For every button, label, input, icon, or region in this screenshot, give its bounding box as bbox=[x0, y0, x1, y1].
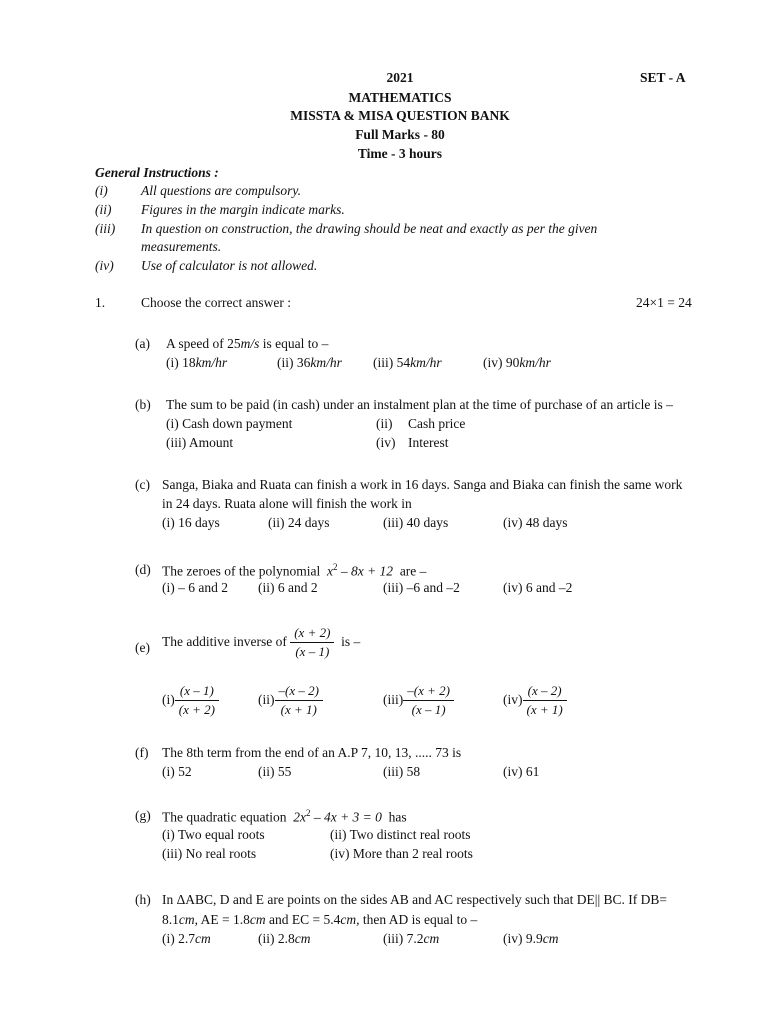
subquestion-label: (d) bbox=[135, 562, 151, 577]
fraction: $\frac{(x + 2)}{(x - 1)}$ bbox=[290, 624, 334, 661]
option-num: (ii) bbox=[376, 416, 393, 431]
set-label: SET - A bbox=[640, 70, 686, 85]
option-num: (iv) bbox=[376, 435, 396, 450]
exam-year: 2021 bbox=[386, 70, 414, 85]
subquestion-stem: The sum to be paid (in cash) under an instalment plan at the time of purchase of an article is – bbox=[166, 397, 673, 412]
option: (iv) 90km/hr bbox=[483, 355, 551, 370]
subquestion-stem: The additive inverse of $\frac{(x + 2)}{(x - 1)}$ is – bbox=[162, 624, 361, 659]
fraction: $\frac{-(x + 2)}{(x - 1)}$ bbox=[403, 682, 454, 719]
option: (ii) 6 and 2 bbox=[258, 580, 318, 595]
subquestion-label: (g) bbox=[135, 808, 151, 823]
fraction: $\frac{(x - 2)}{(x + 1)}$ bbox=[523, 682, 567, 719]
subquestion-label: (b) bbox=[135, 397, 151, 412]
option: (iv) 9.9cm bbox=[503, 931, 559, 946]
instruction-text: In question on construction, the drawing should be neat and exactly as per the given bbox=[141, 221, 598, 236]
option: (iii) No real roots bbox=[162, 846, 257, 861]
option: (ii) 55 bbox=[258, 764, 292, 779]
option: (i) 18km/hr bbox=[166, 355, 228, 370]
option: (i) – 6 and 2 bbox=[162, 580, 228, 595]
option: (iv) $\frac{(x - 2)}{(x + 1)}$ bbox=[503, 678, 567, 722]
option: (i) 2.7cm bbox=[162, 931, 211, 946]
subquestion-label: (e) bbox=[135, 640, 150, 655]
subquestion-label: (c) bbox=[135, 477, 150, 492]
instruction-text-cont: measurements. bbox=[141, 239, 222, 254]
subquestion-stem: Sanga, Biaka and Ruata can finish a work in 16 days. Sanga and Biaka can finish the same work bbox=[162, 477, 683, 492]
instruction-text: Use of calculator is not allowed. bbox=[141, 258, 318, 273]
option: (iii) 54km/hr bbox=[373, 355, 442, 370]
option: (iii) 7.2cm bbox=[383, 931, 440, 946]
exam-subject: MATHEMATICS bbox=[348, 90, 452, 105]
option: (i) $\frac{(x - 1)}{(x + 2)}$ bbox=[162, 678, 219, 722]
option: (ii) 36km/hr bbox=[277, 355, 342, 370]
option: (iii) $\frac{-(x + 2)}{(x - 1)}$ bbox=[383, 678, 454, 722]
option: (i) Cash down payment bbox=[166, 416, 293, 431]
option: (ii) Two distinct real roots bbox=[330, 827, 471, 842]
subquestion-stem: The 8th term from the end of an A.P 7, 10, 13, ..... 73 is bbox=[162, 745, 462, 760]
option: (iv) 61 bbox=[503, 764, 540, 779]
instruction-num: (iii) bbox=[95, 221, 116, 236]
instruction-num: (i) bbox=[95, 183, 108, 198]
instruction-text: All questions are compulsory. bbox=[141, 183, 301, 198]
option: (iv) More than 2 real roots bbox=[330, 846, 473, 861]
subquestion-label: (h) bbox=[135, 892, 151, 907]
subquestion-stem-cont: 8.1cm, AE = 1.8cm and EC = 5.4cm, then AD is equal to – bbox=[162, 912, 478, 927]
instruction-num: (ii) bbox=[95, 202, 112, 217]
option: Interest bbox=[408, 435, 449, 450]
option: (i) 52 bbox=[162, 764, 192, 779]
subquestion-stem: In ΔABC, D and E are points on the sides AB and AC respectively such that DE|| BC. If DB= bbox=[162, 892, 668, 907]
fraction: $\frac{(x - 1)}{(x + 2)}$ bbox=[175, 682, 219, 719]
subquestion-label: (a) bbox=[135, 336, 150, 351]
option: (i) Two equal roots bbox=[162, 827, 265, 842]
subquestion-stem-cont: in 24 days. Ruata alone will finish the work in bbox=[162, 496, 412, 511]
time-allowed: Time - 3 hours bbox=[357, 146, 443, 161]
instruction-num: (iv) bbox=[95, 258, 114, 273]
question-text: Choose the correct answer : bbox=[141, 295, 291, 310]
subquestion-stem: The quadratic equation $2x^2 - 4x + 3 = 0$ has bbox=[162, 808, 407, 825]
option: (ii) 2.8cm bbox=[258, 931, 311, 946]
subquestion-stem: A speed of 25m/s is equal to – bbox=[166, 336, 329, 351]
subquestion-stem: The zeroes of the polynomial $x^2 - 8x + 12$ are – bbox=[162, 562, 427, 579]
instruction-text: Figures in the margin indicate marks. bbox=[141, 202, 345, 217]
option: (iii) Amount bbox=[166, 435, 234, 450]
option: (ii) $\frac{-(x - 2)}{(x + 1)}$ bbox=[258, 678, 323, 722]
option: (iv) 48 days bbox=[503, 515, 568, 530]
option: (iii) 40 days bbox=[383, 515, 449, 530]
question-number: 1. bbox=[95, 295, 106, 310]
option: (iii) –6 and –2 bbox=[383, 580, 460, 595]
question-bank-title: MISSTA & MISA QUESTION BANK bbox=[290, 108, 510, 123]
fraction: $\frac{-(x - 2)}{(x + 1)}$ bbox=[275, 682, 323, 719]
instructions-title: General Instructions : bbox=[95, 165, 219, 180]
subquestion-label: (f) bbox=[135, 745, 149, 760]
option: (ii) 24 days bbox=[268, 515, 330, 530]
option: Cash price bbox=[408, 416, 466, 431]
full-marks: Full Marks - 80 bbox=[355, 127, 445, 142]
option: (iv) 6 and –2 bbox=[503, 580, 573, 595]
option: (i) 16 days bbox=[162, 515, 220, 530]
question-marks: 24×1 = 24 bbox=[636, 295, 692, 310]
option: (iii) 58 bbox=[383, 764, 421, 779]
